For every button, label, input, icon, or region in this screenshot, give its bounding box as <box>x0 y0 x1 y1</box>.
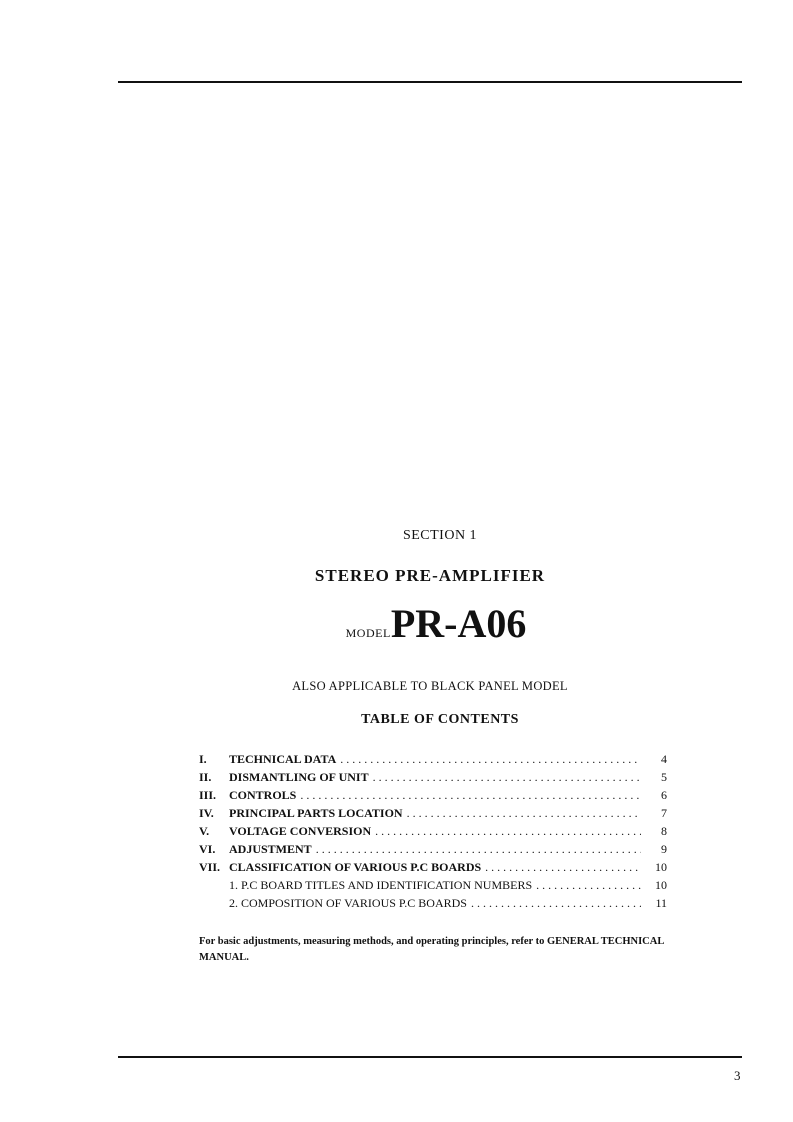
toc-entry-number: I. <box>199 752 207 766</box>
toc-entry-page: 7 <box>661 806 667 820</box>
product-title: STEREO PRE-AMPLIFIER <box>314 566 546 585</box>
toc-entry-voltage-conversion <box>199 824 667 842</box>
toc-entry-title: ADJUSTMENT <box>229 842 312 856</box>
toc-subentry-title: 2. COMPOSITION OF VARIOUS P.C BOARDS <box>229 896 467 910</box>
toc-entry-page: 6 <box>661 788 667 802</box>
toc-leader-dots <box>485 860 641 875</box>
applicability-note: ALSO APPLICABLE TO BLACK PANEL MODEL <box>292 679 568 693</box>
section-label: SECTION 1 <box>402 528 478 543</box>
toc-entry-number: VI. <box>199 842 216 856</box>
toc-entry-title: VOLTAGE CONVERSION <box>229 824 372 838</box>
toc-entry-classification <box>199 860 667 878</box>
toc-entry-number: V. <box>199 824 210 838</box>
toc-heading: TABLE OF CONTENTS <box>361 712 519 727</box>
toc-leader-dots <box>300 788 641 803</box>
toc-entry-title: TECHNICAL DATA <box>229 752 337 766</box>
model-line <box>118 601 748 646</box>
toc-subentry-title: 1. P.C BOARD TITLES AND IDENTIFICATION NUMBERS <box>229 878 533 892</box>
toc-entry-technical-data <box>199 752 667 770</box>
toc-entry-title: PRINCIPAL PARTS LOCATION <box>229 806 403 820</box>
toc-entry-title: CONTROLS <box>229 788 297 802</box>
footnote: For basic adjustments, measuring methods, and operating principles, refer to GENERAL TECHNICAL MANUAL. <box>199 936 664 963</box>
toc-subentry-page: 11 <box>655 896 667 910</box>
toc-leader-dots <box>375 824 641 839</box>
toc-leader-dots <box>373 770 641 785</box>
toc-entry-dismantling <box>199 770 667 788</box>
toc-entry-page: 10 <box>655 860 667 874</box>
model-prefix: MODEL <box>345 626 391 640</box>
toc-entry-number: IV. <box>199 806 214 820</box>
toc-entry-number: VII. <box>199 860 221 874</box>
toc-entry-page: 4 <box>661 752 667 766</box>
toc-entry-controls <box>199 788 667 806</box>
page-number: 3 <box>734 1068 741 1083</box>
toc-leader-dots <box>407 806 641 821</box>
toc-entry-number: II. <box>199 770 212 784</box>
toc-entry-page: 8 <box>661 824 667 838</box>
toc-entry-adjustment <box>199 842 667 860</box>
toc-subentry-board-titles <box>199 878 667 896</box>
toc-entry-title: DISMANTLING OF UNIT <box>229 770 369 784</box>
toc-entry-title: CLASSIFICATION OF VARIOUS P.C BOARDS <box>229 860 482 874</box>
table-of-contents <box>199 752 667 914</box>
toc-leader-dots <box>536 878 641 893</box>
toc-subentry-page: 10 <box>655 878 667 892</box>
bottom-rule <box>118 1056 742 1058</box>
toc-entry-number: III. <box>199 788 217 802</box>
toc-leader-dots <box>471 896 641 911</box>
toc-entry-parts-location <box>199 806 667 824</box>
toc-entry-page: 9 <box>661 842 667 856</box>
top-rule <box>118 81 742 83</box>
toc-subentry-board-composition <box>199 896 667 914</box>
toc-leader-dots <box>340 752 641 767</box>
model-name: PR-A06 <box>390 601 527 646</box>
toc-entry-page: 5 <box>661 770 667 784</box>
toc-leader-dots <box>316 842 641 857</box>
